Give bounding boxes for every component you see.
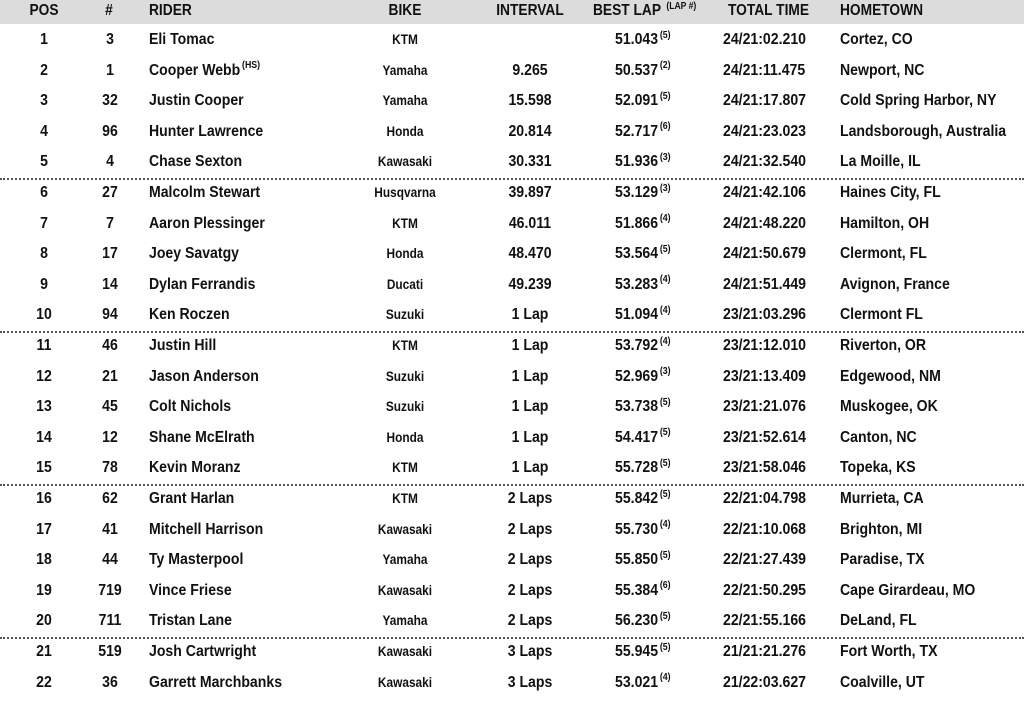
best-lap-time: 51.866 — [615, 214, 659, 232]
best-lap-number: (5) — [659, 549, 671, 561]
interval-cell: 1 Lap — [511, 306, 549, 324]
best-lap-cell — [615, 331, 671, 362]
bike-cell: Kawasaki — [377, 674, 433, 690]
total-time-cell: 24/21:50.679 — [723, 245, 806, 263]
best-lap-time: 50.537 — [615, 61, 659, 79]
number-cell: 711 — [98, 612, 122, 630]
rider-cell — [149, 178, 262, 209]
interval-cell: 15.598 — [508, 92, 552, 110]
hometown-cell: Murrieta, CA — [840, 490, 924, 507]
pos-cell: 12 — [36, 367, 52, 385]
best-lap-time: 53.792 — [615, 337, 659, 354]
best-lap-number: (4) — [659, 274, 671, 286]
hometown-cell: Fort Worth, TX — [840, 643, 938, 660]
bike-cell: Honda — [386, 246, 424, 262]
number-cell: 12 — [102, 428, 118, 446]
rider-cell — [149, 545, 245, 576]
header-pos: POS — [29, 2, 59, 19]
bike-cell: Ducati — [386, 276, 424, 292]
best-lap-number: (5) — [659, 427, 671, 439]
best-lap-time: 51.043 — [615, 31, 659, 48]
best-lap-time: 53.738 — [615, 398, 659, 416]
bike-cell: Yamaha — [382, 62, 428, 78]
hometown-cell: Canton, NC — [840, 428, 917, 446]
best-lap-number: (5) — [659, 641, 671, 653]
total-time-cell: 23/21:52.614 — [723, 428, 806, 446]
bike-cell: KTM — [392, 460, 418, 476]
total-time-cell: 23/21:03.296 — [723, 306, 806, 324]
header-total-time: TOTAL TIME — [728, 2, 810, 19]
number-cell: 27 — [102, 184, 118, 201]
rider-name: Dylan Ferrandis — [149, 275, 256, 293]
pos-cell: 5 — [40, 153, 48, 171]
header-interval: INTERVAL — [496, 2, 564, 19]
total-time-cell: 23/21:58.046 — [723, 459, 806, 477]
rider-cell — [149, 209, 267, 240]
total-time-cell: 22/21:50.295 — [723, 581, 806, 599]
total-time-cell: 23/21:21.076 — [723, 398, 806, 416]
best-lap-time: 52.717 — [615, 122, 659, 140]
rider-cell — [149, 515, 265, 546]
interval-cell: 39.897 — [508, 184, 552, 201]
best-lap-cell — [615, 576, 671, 607]
interval-cell — [486, 25, 574, 56]
best-lap-cell — [615, 86, 671, 117]
number-cell: 41 — [102, 520, 118, 538]
best-lap-cell — [615, 453, 671, 484]
number-cell: 46 — [102, 337, 118, 354]
total-time-cell: 24/21:02.210 — [723, 31, 806, 48]
table-row — [0, 178, 1024, 209]
rider-name: Tristan Lane — [149, 612, 232, 630]
best-lap-time: 52.091 — [615, 92, 659, 110]
number-cell: 78 — [102, 459, 118, 477]
interval-cell: 2 Laps — [507, 490, 553, 507]
number-cell: 1 — [106, 61, 114, 79]
rider-cell — [149, 331, 218, 362]
total-time-cell: 24/21:42.106 — [723, 184, 806, 201]
total-time-cell: 22/21:10.068 — [723, 520, 806, 538]
table-row — [0, 515, 1024, 546]
best-lap-number: (5) — [659, 611, 671, 623]
best-lap-cell — [615, 392, 671, 423]
best-lap-cell — [615, 606, 671, 637]
rider-name: Kevin Moranz — [149, 459, 241, 477]
best-lap-cell — [615, 209, 671, 240]
best-lap-cell — [615, 117, 671, 148]
table-row — [0, 117, 1024, 148]
interval-cell: 30.331 — [508, 153, 552, 171]
best-lap-number: (4) — [659, 213, 671, 225]
bike-cell: KTM — [392, 491, 418, 506]
best-lap-number: (4) — [659, 672, 671, 684]
pos-cell: 4 — [40, 122, 48, 140]
hometown-cell: Muskogee, OK — [840, 398, 938, 416]
number-cell: 96 — [102, 122, 118, 140]
interval-cell: 3 Laps — [507, 673, 553, 691]
pos-cell: 21 — [36, 643, 52, 660]
best-lap-time: 55.384 — [615, 581, 659, 599]
bike-cell: KTM — [392, 215, 418, 231]
interval-cell: 49.239 — [508, 275, 552, 293]
best-lap-cell — [615, 56, 671, 87]
interval-cell: 2 Laps — [507, 551, 553, 569]
best-lap-number: (4) — [659, 305, 671, 317]
bike-cell: Kawasaki — [377, 582, 433, 598]
rider-cell — [149, 423, 256, 454]
rider-name: Jason Anderson — [149, 367, 259, 385]
rider-name: Eli Tomac — [149, 31, 215, 48]
hometown-cell: Cape Girardeau, MO — [840, 581, 976, 599]
hometown-cell: DeLand, FL — [840, 612, 917, 630]
interval-cell: 20.814 — [508, 122, 552, 140]
total-time-cell: 22/21:04.798 — [723, 490, 806, 507]
best-lap-number: (5) — [659, 90, 671, 102]
rider-name: Joey Savatgy — [149, 245, 240, 263]
number-cell: 36 — [102, 673, 118, 691]
interval-cell: 2 Laps — [507, 520, 553, 538]
pos-cell: 7 — [40, 214, 48, 232]
pos-cell: 10 — [36, 306, 52, 324]
bike-cell: Suzuki — [385, 399, 425, 415]
pos-cell: 18 — [36, 551, 52, 569]
best-lap-number: (5) — [659, 396, 671, 408]
total-time-cell: 23/21:12.010 — [723, 337, 806, 354]
number-cell: 14 — [102, 275, 118, 293]
rider-name: Grant Harlan — [149, 490, 235, 507]
pos-cell: 13 — [36, 398, 52, 416]
best-lap-time: 54.417 — [615, 428, 659, 446]
best-lap-cell — [615, 147, 671, 178]
best-lap-number: (4) — [659, 519, 671, 531]
total-time-cell: 24/21:23.023 — [723, 122, 806, 140]
rider-name: Justin Cooper — [149, 92, 244, 110]
hometown-cell: La Moille, IL — [840, 153, 921, 171]
header-bike: BIKE — [388, 2, 422, 19]
total-time-cell: 24/21:51.449 — [723, 275, 806, 293]
best-lap-cell — [615, 637, 671, 668]
rider-cell — [149, 362, 261, 393]
rider-cell — [149, 25, 216, 56]
interval-cell: 1 Lap — [511, 367, 549, 385]
rider-cell — [149, 392, 233, 423]
hometown-cell: Haines City, FL — [840, 184, 941, 201]
best-lap-time: 51.094 — [615, 306, 659, 324]
table-row — [0, 362, 1024, 393]
hometown-cell: Edgewood, NM — [840, 367, 941, 385]
header-best-lap — [593, 0, 696, 24]
rider-cell — [149, 637, 258, 668]
table-row — [0, 331, 1024, 362]
total-time-cell: 24/21:11.475 — [723, 61, 806, 79]
number-cell: 44 — [102, 551, 118, 569]
table-row — [0, 484, 1024, 515]
interval-cell: 1 Lap — [511, 428, 549, 446]
bike-cell: Honda — [386, 123, 424, 139]
hometown-cell: Brighton, MI — [840, 520, 923, 538]
bike-cell: KTM — [392, 338, 418, 353]
best-lap-cell — [615, 300, 671, 331]
best-lap-time: 53.129 — [615, 184, 659, 201]
bike-cell: Husqvarna — [374, 185, 436, 200]
bike-cell: Kawasaki — [377, 644, 433, 659]
total-time-cell: 21/21:21.276 — [723, 643, 806, 660]
best-lap-cell — [615, 545, 671, 576]
total-time-cell: 23/21:13.409 — [723, 367, 806, 385]
total-time-cell: 22/21:55.166 — [723, 612, 806, 630]
pos-cell: 19 — [36, 581, 52, 599]
hometown-cell: Hamilton, OH — [840, 214, 930, 232]
hometown-cell: Cold Spring Harbor, NY — [840, 92, 997, 110]
table-row — [0, 423, 1024, 454]
best-lap-time: 56.230 — [615, 612, 659, 630]
header-number: # — [105, 2, 113, 19]
best-lap-number: (4) — [659, 335, 671, 347]
hometown-cell: Newport, NC — [840, 61, 925, 79]
number-cell: 94 — [102, 306, 118, 324]
rider-cell — [149, 576, 233, 607]
header-hometown: HOMETOWN — [840, 2, 924, 19]
rider-name: Malcolm Stewart — [149, 184, 261, 201]
best-lap-cell — [615, 362, 671, 393]
best-lap-time: 55.850 — [615, 551, 659, 569]
best-lap-time: 53.283 — [615, 275, 659, 293]
bike-cell: Yamaha — [382, 552, 428, 568]
table-row — [0, 300, 1024, 331]
rider-name: Ken Roczen — [149, 306, 230, 324]
rider-name: Ty Masterpool — [149, 551, 244, 569]
rider-name: Colt Nichols — [149, 398, 232, 416]
bike-cell: KTM — [392, 32, 418, 47]
table-row — [0, 453, 1024, 484]
interval-cell: 2 Laps — [507, 612, 553, 630]
pos-cell: 1 — [40, 31, 48, 48]
best-lap-time: 55.945 — [615, 643, 659, 660]
table-row — [0, 25, 1024, 56]
rider-cell — [149, 668, 284, 699]
rider-note: (HS) — [242, 60, 261, 72]
interval-cell: 9.265 — [512, 61, 548, 79]
rider-name: Mitchell Harrison — [149, 520, 264, 538]
rider-cell — [149, 484, 236, 515]
best-lap-number: (5) — [659, 488, 671, 500]
table-row — [0, 270, 1024, 301]
total-time-cell: 24/21:32.540 — [723, 153, 806, 171]
best-lap-cell — [615, 515, 671, 546]
best-lap-time: 55.728 — [615, 459, 659, 477]
rider-cell — [149, 147, 244, 178]
number-cell: 45 — [102, 398, 118, 416]
pos-cell: 14 — [36, 428, 52, 446]
rider-name: Vince Friese — [149, 581, 232, 599]
hometown-cell: Clermont FL — [840, 306, 923, 324]
pos-cell: 6 — [40, 184, 48, 201]
pos-cell: 8 — [40, 245, 48, 263]
number-cell: 32 — [102, 92, 118, 110]
bike-cell: Honda — [386, 429, 424, 445]
rider-cell — [149, 117, 265, 148]
interval-cell: 1 Lap — [511, 337, 549, 354]
best-lap-time: 53.564 — [615, 245, 659, 263]
pos-cell: 20 — [36, 612, 52, 630]
rider-cell — [149, 453, 242, 484]
rider-cell — [149, 300, 231, 331]
table-header — [0, 0, 1024, 24]
interval-cell: 3 Laps — [507, 643, 553, 660]
table-row — [0, 86, 1024, 117]
best-lap-number: (6) — [659, 580, 671, 592]
number-cell: 17 — [102, 245, 118, 263]
best-lap-time: 55.730 — [615, 520, 659, 538]
best-lap-cell — [615, 25, 671, 56]
table-row — [0, 668, 1024, 699]
best-lap-number: (5) — [659, 458, 671, 470]
hometown-cell: Clermont, FL — [840, 245, 927, 263]
bike-cell: Suzuki — [385, 307, 425, 323]
best-lap-number: (3) — [659, 182, 671, 194]
number-cell: 4 — [106, 153, 114, 171]
rider-name: Shane McElrath — [149, 428, 255, 446]
interval-cell: 2 Laps — [507, 581, 553, 599]
table-row — [0, 209, 1024, 240]
best-lap-number: (6) — [659, 121, 671, 133]
bike-cell: Kawasaki — [377, 521, 433, 537]
rider-cell — [149, 56, 260, 87]
table-row — [0, 576, 1024, 607]
pos-cell: 15 — [36, 459, 52, 477]
pos-cell: 11 — [36, 337, 52, 354]
rider-name: Josh Cartwright — [149, 643, 257, 660]
pos-cell: 16 — [36, 490, 52, 507]
best-lap-cell — [615, 270, 671, 301]
best-lap-cell — [615, 423, 671, 454]
pos-cell: 2 — [40, 61, 48, 79]
rider-cell — [149, 270, 257, 301]
rider-name: Aaron Plessinger — [149, 214, 265, 232]
hometown-cell: Coalville, UT — [840, 673, 925, 691]
number-cell: 62 — [102, 490, 118, 507]
pos-cell: 3 — [40, 92, 48, 110]
number-cell: 7 — [106, 214, 114, 232]
rider-name: Chase Sexton — [149, 153, 243, 171]
total-time-cell: 24/21:48.220 — [723, 214, 806, 232]
best-lap-cell — [615, 178, 671, 209]
table-row — [0, 392, 1024, 423]
best-lap-number: (3) — [659, 152, 671, 164]
hometown-cell: Avignon, France — [840, 275, 950, 293]
bike-cell: Suzuki — [385, 368, 425, 384]
rider-cell — [149, 606, 234, 637]
rider-name: Garrett Marchbanks — [149, 673, 283, 691]
total-time-cell: 22/21:27.439 — [723, 551, 806, 569]
interval-cell: 1 Lap — [511, 459, 549, 477]
bike-cell: Yamaha — [382, 613, 428, 629]
best-lap-cell — [615, 239, 671, 270]
table-row — [0, 606, 1024, 637]
table-row — [0, 147, 1024, 178]
total-time-cell: 21/22:03.627 — [723, 673, 806, 691]
bike-cell: Yamaha — [382, 93, 428, 109]
header-lap-number-note: (LAP #) — [666, 1, 697, 12]
total-time-cell: 24/21:17.807 — [723, 92, 806, 110]
interval-cell: 46.011 — [508, 214, 552, 232]
rider-name: Cooper Webb — [149, 61, 241, 79]
number-cell: 719 — [98, 581, 122, 599]
hometown-cell: Riverton, OR — [840, 337, 927, 354]
header-rider: RIDER — [149, 2, 192, 19]
pos-cell: 17 — [36, 520, 52, 538]
interval-cell: 1 Lap — [511, 398, 549, 416]
pos-cell: 9 — [40, 275, 48, 293]
hometown-cell: Topeka, KS — [840, 459, 916, 477]
rider-cell — [149, 239, 241, 270]
rider-name: Justin Hill — [149, 337, 217, 354]
rider-name: Hunter Lawrence — [149, 122, 264, 140]
best-lap-time: 55.842 — [615, 490, 659, 507]
best-lap-time: 53.021 — [615, 673, 659, 691]
best-lap-cell — [615, 484, 671, 515]
number-cell: 519 — [98, 643, 122, 660]
best-lap-number: (5) — [659, 29, 671, 41]
header-best-lap-label: BEST LAP — [593, 2, 661, 19]
bike-cell: Kawasaki — [377, 154, 433, 170]
table-row — [0, 56, 1024, 87]
table-row — [0, 545, 1024, 576]
best-lap-number: (3) — [659, 366, 671, 378]
best-lap-number: (2) — [659, 60, 671, 72]
table-row — [0, 239, 1024, 270]
rider-cell — [149, 86, 245, 117]
number-cell: 3 — [106, 31, 114, 48]
best-lap-time: 52.969 — [615, 367, 659, 385]
table-row — [0, 637, 1024, 668]
best-lap-cell — [615, 668, 671, 699]
best-lap-number: (5) — [659, 243, 671, 255]
hometown-cell: Paradise, TX — [840, 551, 925, 569]
pos-cell: 22 — [36, 673, 52, 691]
best-lap-time: 51.936 — [615, 153, 659, 171]
interval-cell: 48.470 — [508, 245, 552, 263]
hometown-cell: Cortez, CO — [840, 31, 913, 48]
number-cell: 21 — [102, 367, 118, 385]
hometown-cell: Landsborough, Australia — [840, 122, 1007, 140]
